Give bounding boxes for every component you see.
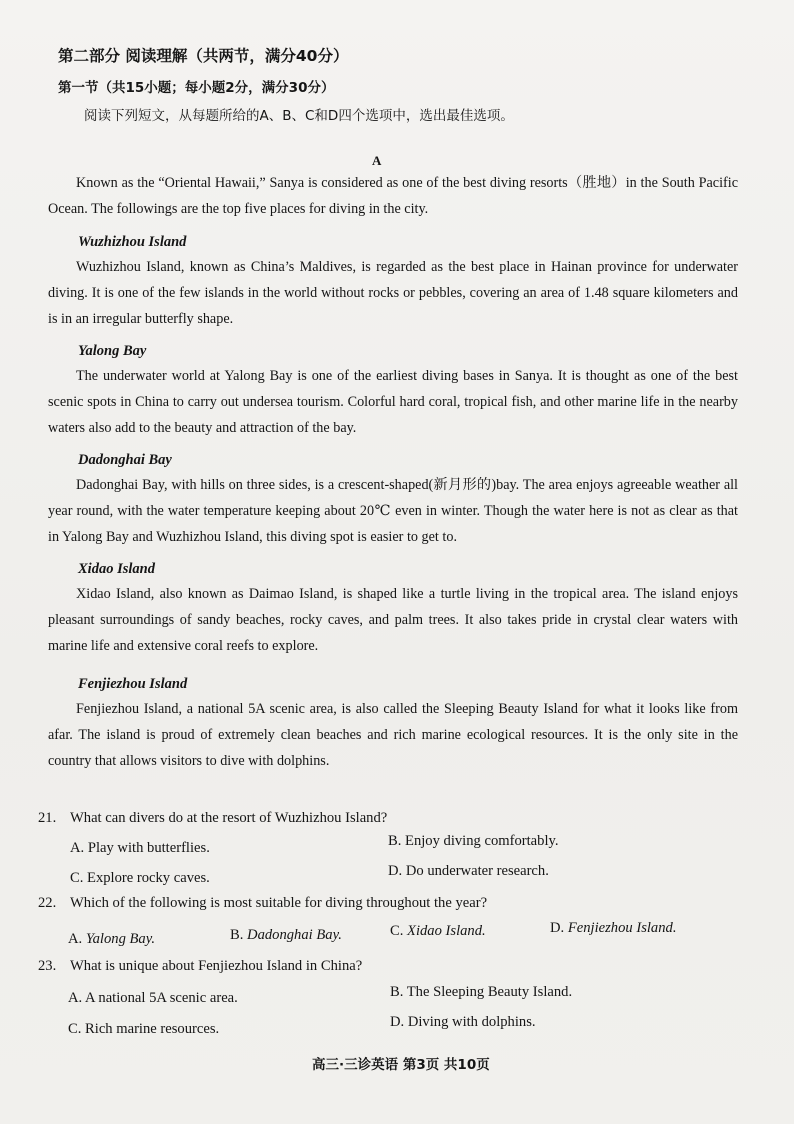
part-heading: 第二部分 阅读理解（共两节，满分40分）	[58, 47, 349, 65]
passage-section-3	[48, 448, 738, 550]
passage-section-4	[48, 557, 738, 659]
passage-section-1	[48, 230, 738, 332]
section-heading-xidao: Xidao Island	[78, 561, 155, 577]
passage-intro-block	[48, 170, 738, 222]
section-body-dadonghai: Dadonghai Bay, with hills on three sides, is a crescent-shaped(新月形的)bay. The area enjoys agreeable weather all year round, with the water temperature keeping about 20℃ even in winter. Though the water here is not as clear as that in Yalong Bay and Wuzhizhou Island, this diving spot is easier to get to.	[48, 477, 738, 545]
option-text: Fenjiezhou Island.	[567, 920, 677, 936]
question-number: 22.	[38, 895, 57, 911]
option-22-d[interactable]	[550, 920, 676, 937]
option-text: Xidao Island.	[407, 923, 486, 939]
option-21-c[interactable]: C. Explore rocky caves.	[70, 870, 210, 886]
option-22-b[interactable]	[230, 927, 342, 944]
option-letter: A.	[68, 931, 86, 947]
section-body-fenjiezhou: Fenjiezhou Island, a national 5A scenic area, is also called the Sleeping Beauty Island for what it looks like from afar. The island is proud of extremely clean beaches and rich marine ecological resources. It is the only site in the country that allows visitors to dive with dolphins.	[48, 701, 738, 769]
option-text: Yalong Bay.	[85, 931, 156, 947]
question-stem: Which of the following is most suitable for diving throughout the year?	[70, 895, 488, 911]
option-letter: B.	[230, 927, 248, 943]
option-letter: D.	[550, 920, 568, 936]
section-body-wuzhizhou: Wuzhizhou Island, known as China’s Maldives, is regarded as the best place in Hainan province for underwater diving. It is one of the few islands in the world without rocks or pebbles, covering an area of 1.48 square kilometers and is in an irregular butterfly shape.	[48, 259, 738, 327]
section-heading-yalong: Yalong Bay	[78, 343, 147, 359]
option-22-c[interactable]	[390, 923, 486, 940]
option-21-b[interactable]: B. Enjoy diving comfortably.	[388, 833, 559, 849]
question-stem: What can divers do at the resort of Wuzhizhou Island?	[70, 810, 388, 826]
question-number: 21.	[38, 810, 57, 826]
question-stem: What is unique about Fenjiezhou Island in China?	[70, 958, 363, 974]
passage-section-2	[48, 339, 738, 441]
section-heading-wuzhizhou: Wuzhizhou Island	[78, 234, 187, 250]
option-23-a[interactable]: A. A national 5A scenic area.	[68, 990, 238, 1006]
option-23-d[interactable]: D. Diving with dolphins.	[390, 1014, 536, 1030]
passage-label: A	[372, 153, 382, 168]
question-22	[38, 895, 487, 912]
passage-intro: Known as the “Oriental Hawaii,” Sanya is considered as one of the best diving resorts（胜地）in the South Pacific Ocean. The followings are the top five places for diving in the city.	[48, 175, 738, 217]
page-footer: 高三·三诊英语 第3页 共10页	[312, 1057, 490, 1073]
question-21	[38, 810, 387, 827]
instructions: 阅读下列短文，从每题所给的A、B、C和D四个选项中，选出最佳选项。	[84, 108, 514, 124]
section-heading-dadonghai: Dadonghai Bay	[78, 452, 172, 468]
option-text: Dadonghai Bay.	[247, 927, 342, 943]
option-21-d[interactable]: D. Do underwater research.	[388, 863, 549, 879]
section-body-xidao: Xidao Island, also known as Daimao Island, is shaped like a turtle living in the tropical area. The island enjoys pleasant surroundings of sandy beaches, rocky caves, and palm trees. It also takes pride in crystal clear waters with marine life and extensive coral reefs to explore.	[48, 586, 738, 654]
section-heading-fenjiezhou: Fenjiezhou Island	[78, 676, 188, 692]
question-23	[38, 958, 362, 975]
question-number: 23.	[38, 958, 57, 974]
option-23-c[interactable]: C. Rich marine resources.	[68, 1021, 220, 1037]
option-letter: C.	[390, 923, 408, 939]
section-heading: 第一节（共15小题；每小题2分，满分30分）	[58, 80, 335, 96]
passage-section-5	[48, 672, 738, 774]
section-body-yalong: The underwater world at Yalong Bay is one of the earliest diving bases in Sanya. It is thought as one of the best scenic spots in China to carry out undersea tourism. Colorful hard coral, tropical fish, and other marine life in the nearby waters also add to the beauty and attraction of the bay.	[48, 368, 738, 436]
option-23-b[interactable]: B. The Sleeping Beauty Island.	[390, 984, 573, 1000]
option-22-a[interactable]	[68, 931, 155, 948]
option-21-a[interactable]: A. Play with butterflies.	[70, 840, 210, 856]
